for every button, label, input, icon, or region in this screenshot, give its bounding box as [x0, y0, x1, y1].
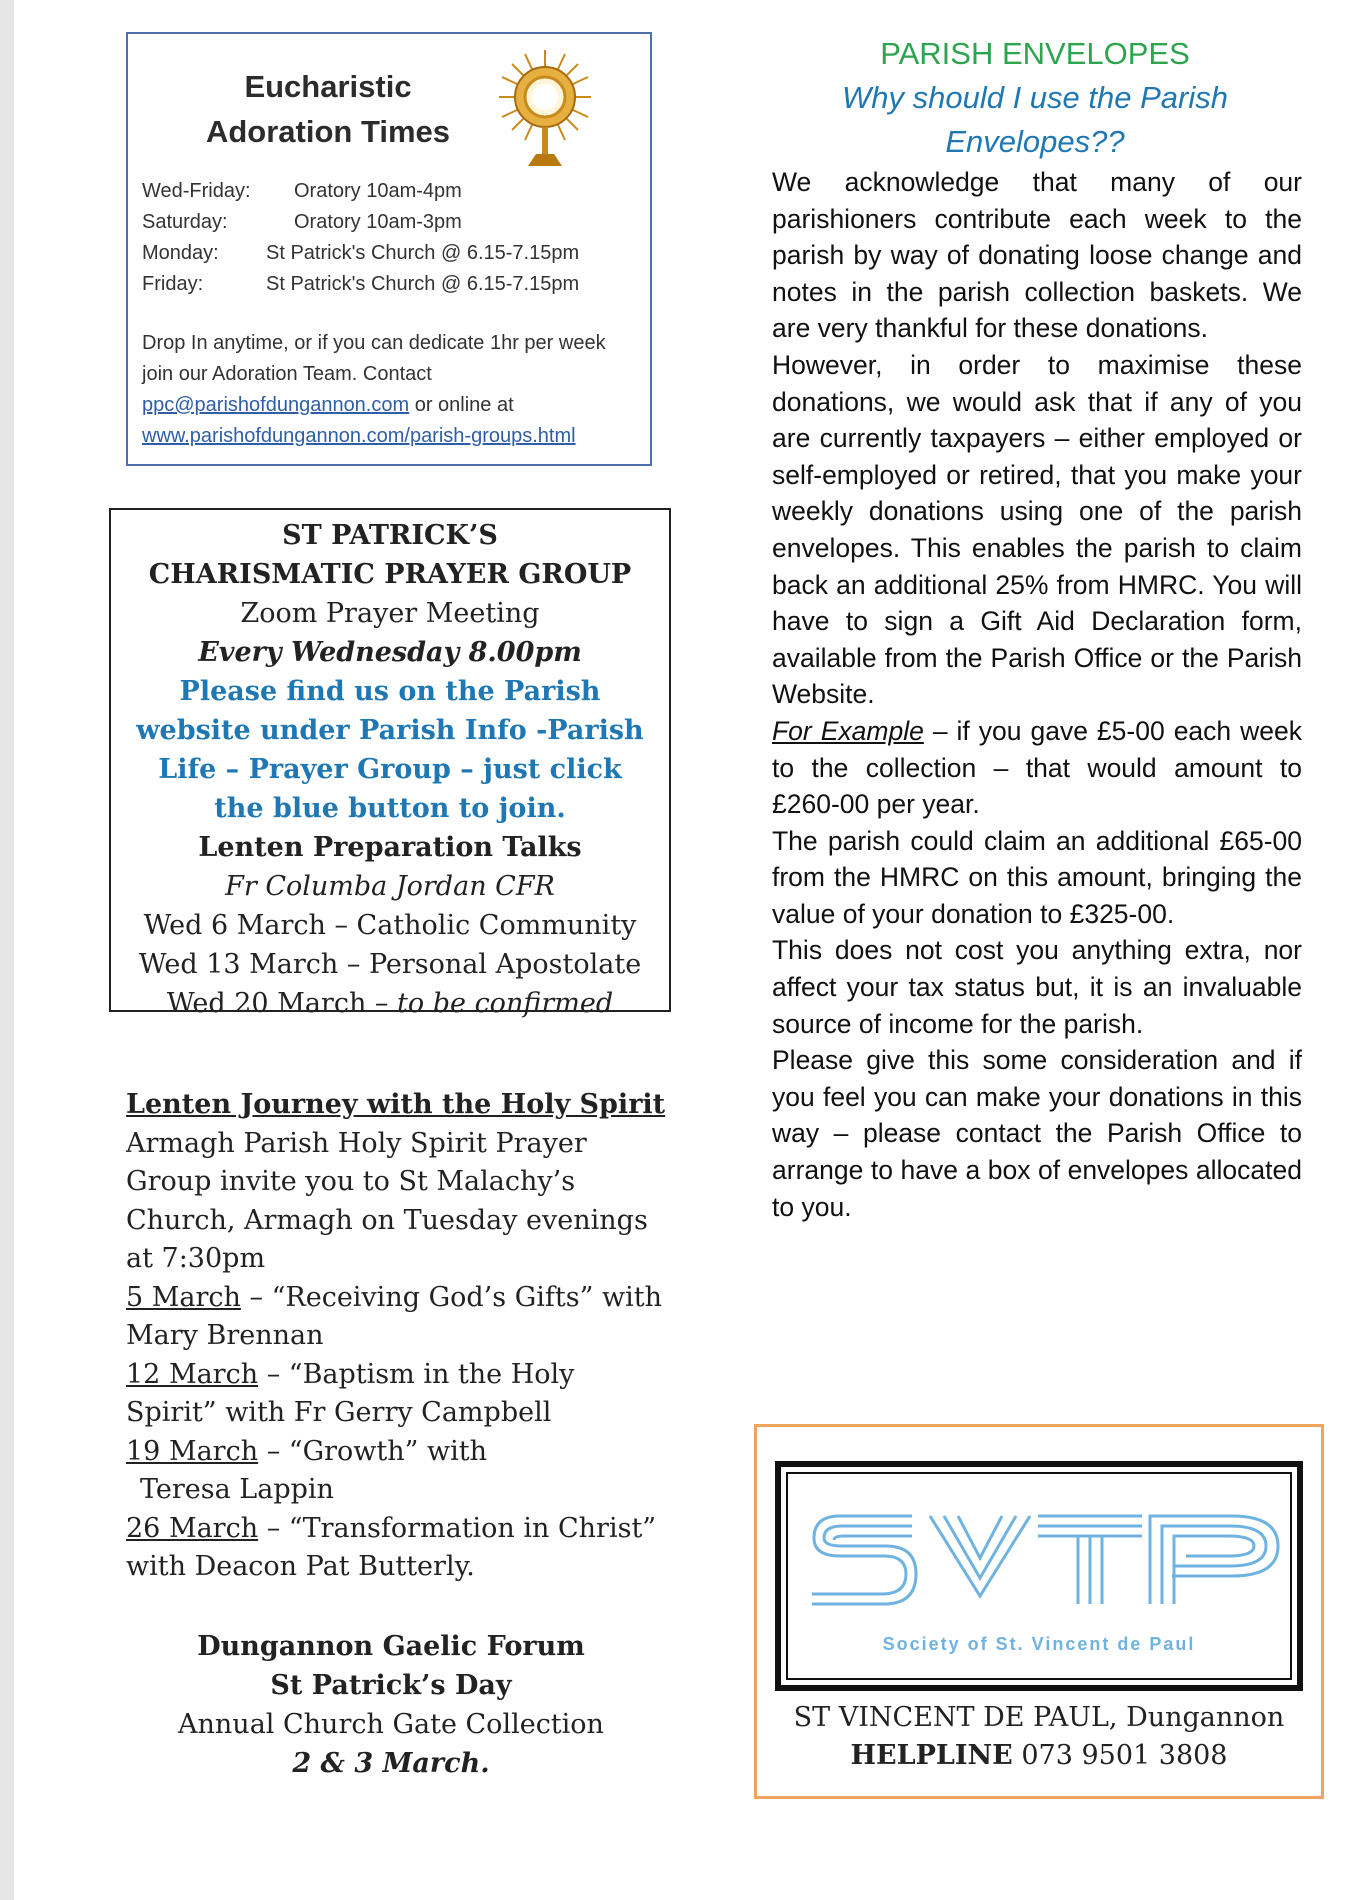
parish-groups-link[interactable]: www.parishofdungannon.com/parish-groups.html [142, 425, 576, 447]
time-row: Saturday: Oratory 10am-3pm [142, 211, 462, 233]
svp-helpline: HELPLINE 073 9501 3808 [850, 1740, 1228, 1771]
svp-name: ST VINCENT DE PAUL, Dungannon [793, 1702, 1285, 1733]
talk-item: Wed 13 March – Personal Apostolate [138, 949, 642, 980]
svp-logo-frame [775, 1461, 1303, 1691]
journey-heading: Lenten Journey with the Holy Spirit [126, 1089, 666, 1120]
zoom-meeting: Zoom Prayer Meeting [240, 598, 540, 629]
envelopes-title: PARISH ENVELOPES [880, 36, 1190, 71]
envelopes-subtitle: Why should I use the Parish Envelopes?? [842, 80, 1228, 159]
page-edge [0, 0, 14, 1900]
website-instructions: Please find us on the Parish website under Parish Info -Parish Life – Prayer Group – just click the blue button to join. [136, 676, 644, 824]
gaelic-collection: Annual Church Gate Collection [178, 1709, 604, 1740]
journey-item: 12 March – “Baptism in the Holy Spirit” with Fr Gerry Campbell [126, 1358, 575, 1428]
talk-item: Wed 20 March – to be confirmed [166, 988, 614, 1019]
svp-logo-icon [802, 1494, 1292, 1614]
adoration-title: Eucharistic Adoration Times [205, 69, 451, 149]
gaelic-title: Dungannon Gaelic Forum [197, 1631, 585, 1662]
gaelic-subtitle: St Patrick’s Day [270, 1670, 512, 1701]
journey-item: 5 March – “Receiving God’s Gifts” with Mary Brennan [126, 1281, 662, 1351]
journey-item: 26 March – “Transformation in Christ” with Deacon Pat Butterly. [126, 1512, 657, 1582]
envelopes-paragraph: Please give this some consideration and if you feel you can make your donations in this way – please contact the Parish Office to arrange to have a box of envelopes allocated to you. [772, 1045, 1302, 1222]
envelopes-paragraph: However, in order to maximise these donations, we would ask that if any of you are currently taxpayers – either employed or self-employed or retired, that you make your weekly donations using one of the parish envelopes. This enables the parish to claim back an additional 25% from HMRC. You will have to sign a Gift Aid Declaration form, available from the Parish Office or the Parish Website. [772, 349, 1302, 710]
envelopes-paragraph: The parish could claim an additional £65-00 from the HMRC on this amount, bringing the value of your donation to £325-00. [772, 825, 1302, 929]
prayer-group-box [109, 508, 671, 1019]
envelopes-paragraph: We acknowledge that many of our parishioners contribute each week to the parish by way of donating loose change and notes in the parish collection baskets. We are very thankful for these donations. [772, 167, 1302, 344]
talk-item: Wed 6 March – Catholic Community [143, 910, 637, 941]
adoration-box [126, 32, 652, 466]
gaelic-forum [126, 1627, 656, 1783]
envelopes-body [772, 164, 1302, 1225]
adoration-contact: Drop In anytime, or if you can dedicate 1hr per week join our Adoration Team. Contact ppc@parishofdungannon.com or online at www.parishofdungannon.com/parish-groups.html [142, 332, 606, 447]
time-row: Friday: St Patrick's Church @ 6.15-7.15pm [142, 273, 580, 295]
time-row: Monday: St Patrick's Church @ 6.15-7.15pm [142, 242, 580, 264]
svp-caption [757, 1699, 1321, 1775]
prayer-group-title: ST PATRICK’S [282, 520, 498, 551]
envelopes-header [760, 32, 1310, 164]
meeting-time: Every Wednesday 8.00pm [198, 637, 582, 668]
adoration-times [142, 176, 579, 300]
email-link[interactable]: ppc@parishofdungannon.com [142, 394, 410, 416]
prayer-group-subtitle: CHARISMATIC PRAYER GROUP [148, 559, 632, 590]
svp-box [754, 1424, 1324, 1799]
journey-item: 19 March – “Growth” with [126, 1435, 488, 1467]
envelopes-paragraph: This does not cost you anything extra, nor affect your tax status but, it is an invaluable source of income for the parish. [772, 935, 1302, 1039]
svp-logo-text: Society of St. Vincent de Paul [882, 1634, 1196, 1654]
journey-item-cont: Teresa Lappin [140, 1474, 334, 1505]
monstrance-icon [490, 42, 600, 172]
time-row: Wed-Friday: Oratory 10am-4pm [142, 180, 462, 202]
gaelic-dates: 2 & 3 March. [292, 1748, 490, 1779]
journey-intro: Armagh Parish Holy Spirit Prayer Group invite you to St Malachy’s Church, Armagh on Tuesday evenings at 7:30pm [126, 1127, 648, 1274]
talks-title: Lenten Preparation Talks [198, 832, 582, 863]
envelopes-paragraph: For Example – if you gave £5-00 each week to the collection – that would amount to £260-00 per year. [772, 715, 1302, 820]
lenten-journey [126, 1086, 666, 1587]
talks-speaker: Fr Columba Jordan CFR [225, 871, 555, 902]
